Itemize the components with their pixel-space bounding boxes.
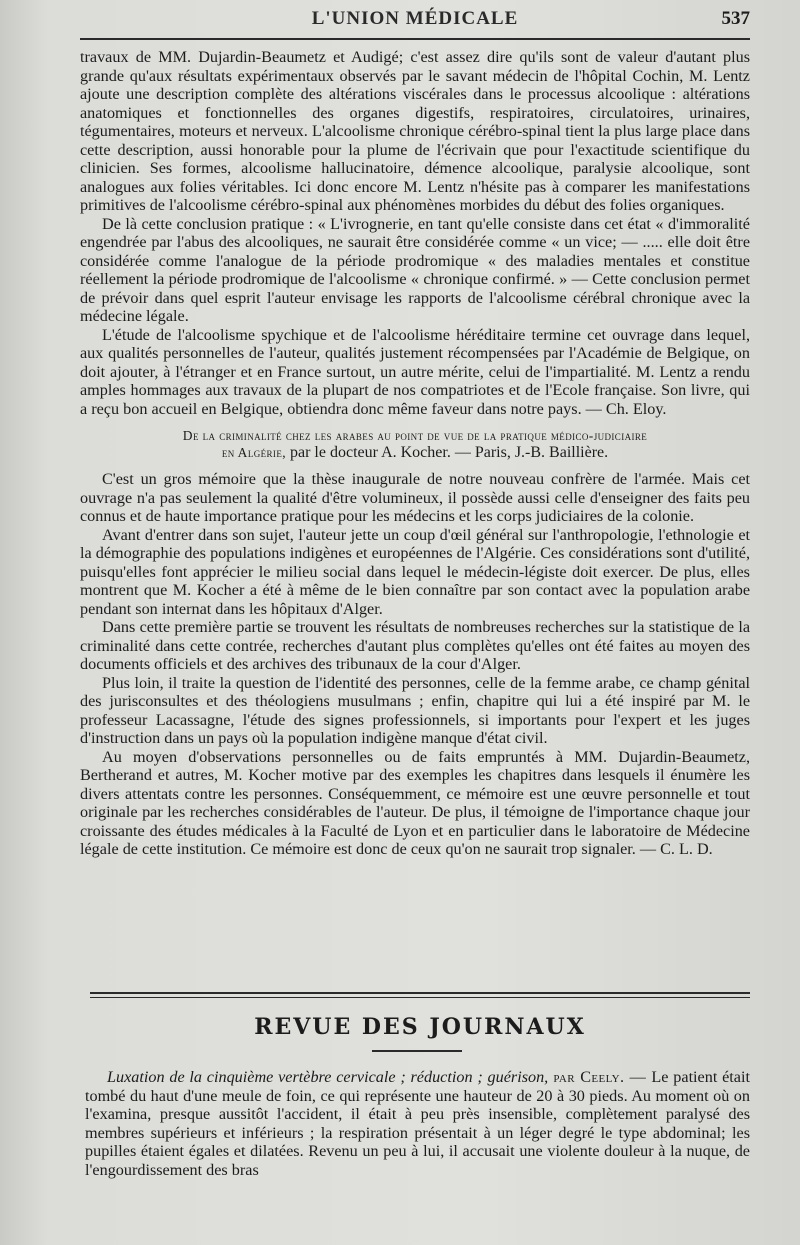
journal-entry-author: par Ceely. — [548,1068,652,1086]
article-body [80,48,750,859]
header-rule [80,38,750,40]
paragraph: travaux de MM. Dujardin-Beaumetz et Audigé; c'est assez dire qu'ils sont de valeur d'autant plus grande qu'aux résultats expérimentaux observés par le savant médecin de l'hôpital Cochin, M. Lentz ajoute une description complète des altérations viscérales dans le processus alcoolique : altérations anatomiques et fonctionnelles des organes digestifs, respiratoires, circulatoires, urinaires, tégumentaires, moteurs et nerveux. L'alcoolisme chronique cérébro-spinal tient la plus large place dans cette description, aussi honorable pour la plume de l'écrivain que pour l'exactitude scientifique du clinicien. Ses formes, alcoolisme hallucinatoire, démence alcoolique, paralysie alcoolique, sont analogues aux folies véritables. Ici donc encore M. Lentz n'hésite pas à comparer les manifestations primitives de l'alcoolisme cérébro-spinal aux phénomènes morbides du début des folies organiques. [80,48,750,214]
review-title-line2 [80,444,750,461]
journal-paragraph [85,1068,750,1179]
paragraph: Plus loin, il traite la question de l'identité des personnes, celle de la femme arabe, ce champ génital des jurisconsultes et des théologiens musulmans ; enfin, chapitre qui lui a été inspiré par M. le professeur Lacassagne, l'étude des signes professionnels, si importants pour l'expert et les juges d'instruction dans un pays où la population indigène manque d'état civil. [80,673,750,747]
paragraph: L'étude de l'alcoolisme spychique et de l'alcoolisme héréditaire termine cet ouvrage dans lequel, aux qualités personnelles de l'auteur, qualités justement récompensées par l'Académie de Belgique, on doit ajouter, à l'étranger et en France surtout, un autre mérite, celui de l'impartialité. M. Lentz a rendu amples hommages aux travaux de la plupart de nos compatriotes et de l'Ecole française. Son livre, qui a reçu bon accueil en Belgique, obtiendra donc même faveur dans notre pays. — Ch. Eloy. [80,325,750,418]
section-title: REVUE DES JOURNAUX [254,1014,586,1040]
paragraph: De là cette conclusion pratique : « L'ivrognerie, en tant qu'elle consiste dans cet état « d'immoralité engendrée par l'abus des alcooliques, ne saurait être considérée comme « un vice; — ..... elle doit être considérée comme l'analogue de la période prodromique « des maladies mentales et constitue réellement la période prodromique de l'alcoolisme « chronique confirmé. » — Cette conclusion permet de prévoir dans quel esprit l'auteur envisage les rapports de l'alcoolisme cérébral chronique avec la médecine légale. [80,214,750,325]
section-underline [372,1050,462,1052]
journal-entry-text: Le patient était tombé du haut d'une meule de foin, ce qui représente une hauteur de 20 à 30 pieds. Au moment où on l'examina, presque aussitôt l'accident, il était à peu près insensible, complètement paralysé des membres supérieurs et inférieurs ; la respiration présentait à un léger degré le type abdominal; les pupilles étaient égales et dilatées. Revenu un peu à lui, il accusait une violente douleur à la nuque, de l'engourdissement des bras [85,1068,750,1179]
review-title-place: en Algérie, [221,445,286,460]
paragraph: C'est un gros mémoire que la thèse inaugurale de notre nouveau confrère de l'armée. Mais cet ouvrage n'a pas seulement la qualité d'être volumineux, il possède aussi celle d'enseigner des faits peu connus et de haute importance pratique pour les médecins et les corps judiciaires de la colonie. [80,470,750,525]
paragraph: Au moyen d'observations personnelles ou de faits empruntés à MM. Dujardin-Beaumetz, Bertherand et autres, M. Kocher motive par des exemples les chapitres dans lesquels il énumère les divers attentats contre les personnes. Conséquemment, ce mémoire est une œuvre personnelle et tout originale par les recherches considérables de l'auteur. De plus, il témoigne de l'importance chaque jour croissante des études médicales à la Faculté de Lyon et en particulier dans le laboratoire de Médecine légale de cette institution. Ce mémoire est donc de ceux qu'on ne saurait trop signaler. — C. L. D. [80,747,750,858]
journal-title: L'UNION MÉDICALE [311,8,519,29]
running-header [80,8,750,38]
journal-entry [85,1068,750,1179]
paragraph: Avant d'entrer dans son sujet, l'auteur jette un coup d'œil général sur l'anthropologie, l'ethnologie et la démographie des populations indigènes et européennes de l'Algérie. Ces considérations sont d'utilité, puisqu'elles font apprécier le milieu social dans lequel le médecin-légiste doit exercer. De plus, elles montrent que M. Kocher a été à même de le bien connaître par son contact avec la population arabe pendant son internat dans les hôpitaux d'Alger. [80,525,750,618]
section-divider [90,992,750,998]
paragraph: Dans cette première partie se trouvent les résultats de nombreuses recherches sur la statistique de la criminalité dans cette contrée, recherches d'autant plus complètes qu'elles ont été faites au moyen des documents officiels et des archives des tribunaux de la cour d'Alger. [80,618,750,673]
review-author: par le docteur A. Kocher. — Paris, J.-B. Baillière. [286,444,609,461]
review-title: De la criminalité chez les arabes au point de vue de la pratique médico-judiciaire [182,428,648,443]
page-number: 537 [721,8,750,29]
journal-entry-title: Luxation de la cinquième vertèbre cervicale ; réduction ; guérison, [107,1068,549,1086]
review-heading [80,427,750,461]
